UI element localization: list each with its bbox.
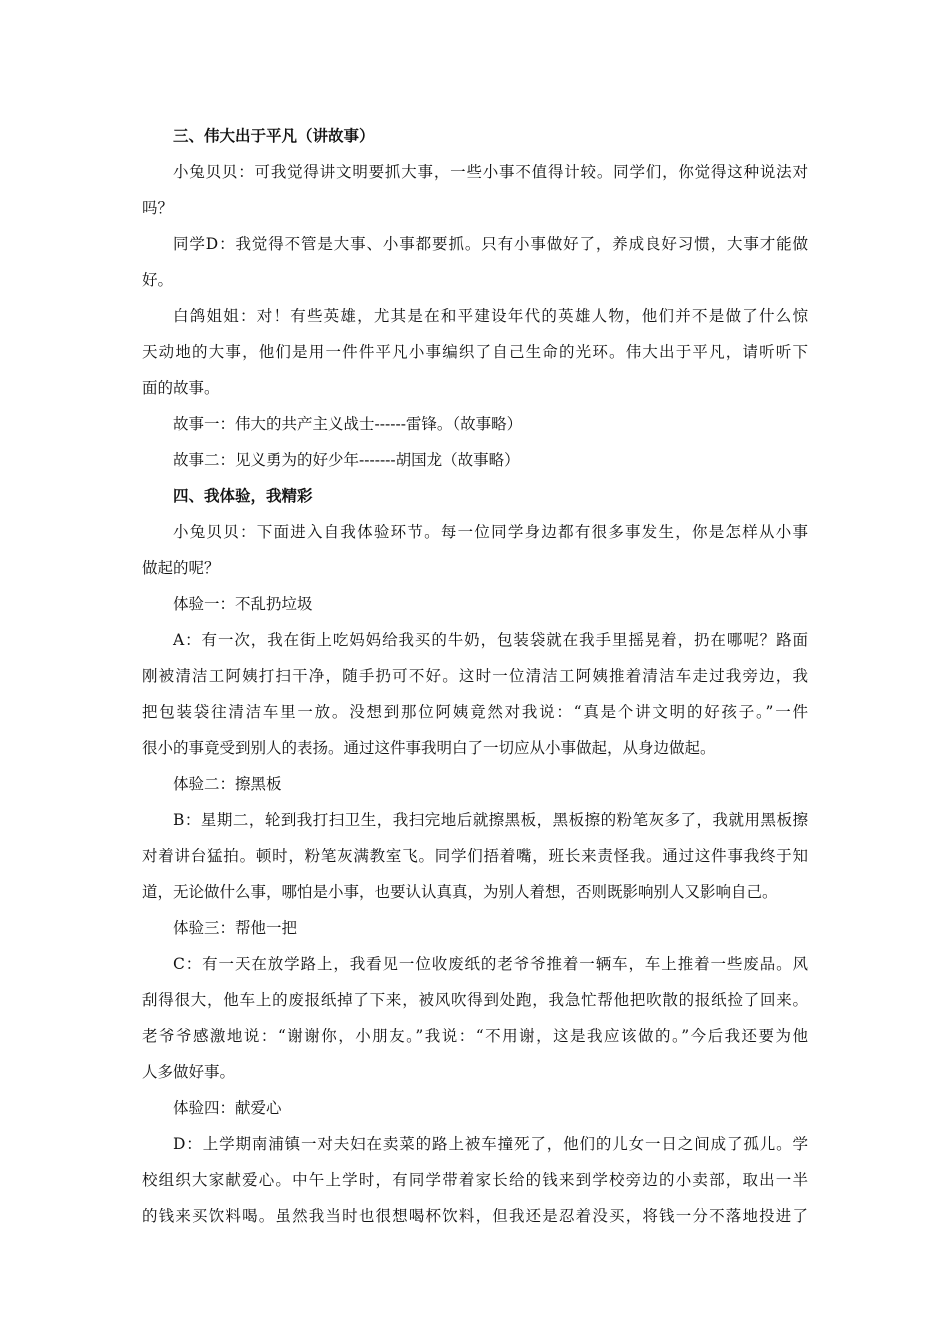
- section-heading: 四、我体验，我精彩: [173, 487, 313, 505]
- paragraph: [142, 298, 808, 406]
- text-line: 体验三：帮他一把: [173, 919, 298, 937]
- paragraph: [142, 406, 808, 442]
- text-line: 天动地的大事，他们是用一件件平凡小事编织了自己生命的光环。伟大出于平凡，请听听下: [142, 343, 808, 361]
- paragraph: [142, 1090, 808, 1126]
- text-line: 故事二：见义勇为的好少年-------胡国龙（故事略）: [173, 451, 520, 469]
- section-heading: 三、伟大出于平凡（讲故事）: [173, 127, 375, 145]
- text-line: 把包装袋往清洁车里一放。没想到那位阿姨竟然对我说：“真是个讲文明的好孩子。”一件: [142, 703, 808, 721]
- text-line: 小兔贝贝：可我觉得讲文明要抓大事，一些小事不值得计较。同学们，你觉得这种说法对: [173, 163, 808, 181]
- text-line: 小兔贝贝：下面进入自我体验环节。每一位同学身边都有很多事发生，你是怎样从小事: [173, 523, 808, 541]
- paragraph: [142, 586, 808, 622]
- text-line: 校组织大家献爱心。中午上学时，有同学带着家长给的钱来到学校旁边的小卖部，取出一半: [142, 1171, 808, 1189]
- text-line: 刮得很大，他车上的废报纸掉了下来，被风吹得到处跑，我急忙帮他把吹散的报纸捡了回来。: [142, 991, 808, 1009]
- text-line: 老爷爷感激地说：“谢谢你，小朋友。”我说：“不用谢，这是我应该做的。”今后我还要为他: [142, 1027, 808, 1045]
- text-line: 人多做好事。: [142, 1063, 236, 1081]
- text-line: 做起的呢？: [142, 559, 220, 577]
- paragraph: [142, 226, 808, 298]
- paragraph: [142, 1126, 808, 1234]
- paragraph: [142, 622, 808, 766]
- text-line: 对着讲台猛拍。顿时，粉笔灰满教室飞。同学们捂着嘴，班长来责怪我。通过这件事我终于知: [142, 847, 808, 865]
- text-line: 体验四：献爱心: [173, 1099, 282, 1117]
- text-line: 很小的事竟受到别人的表扬。通过这件事我明白了一切应从小事做起，从身边做起。: [142, 739, 716, 757]
- text-line: 体验一：不乱扔垃圾: [173, 595, 313, 613]
- paragraph: [142, 802, 808, 910]
- text-line: 同学D：我觉得不管是大事、小事都要抓。只有小事做好了，养成良好习惯，大事才能做: [173, 235, 808, 253]
- paragraph: [142, 910, 808, 946]
- text-line: 吗？: [142, 199, 174, 217]
- text-line: 体验二：擦黑板: [173, 775, 282, 793]
- text-line: 道，无论做什么事，哪怕是小事，也要认认真真，为别人着想，否则既影响别人又影响自己。: [142, 883, 778, 901]
- paragraph: [142, 766, 808, 802]
- paragraph: [142, 514, 808, 586]
- paragraph: [142, 442, 808, 478]
- text-line: D：上学期南浦镇一对夫妇在卖菜的路上被车撞死了，他们的儿女一日之间成了孤儿。学: [173, 1135, 808, 1153]
- text-line: A：有一次，我在街上吃妈妈给我买的牛奶，包装袋就在我手里摇晃着，扔在哪呢？路面: [173, 631, 808, 649]
- text-line: 白鸽姐姐：对！有些英雄，尤其是在和平建设年代的英雄人物，他们并不是做了什么惊: [173, 307, 808, 325]
- paragraph: [142, 154, 808, 226]
- text-line: C：有一天在放学路上，我看见一位收废纸的老爷爷推着一辆车，车上推着一些废品。风: [173, 955, 808, 973]
- document-page: [142, 118, 808, 1234]
- text-line: 的钱来买饮料喝。虽然我当时也很想喝杯饮料，但我还是忍着没买，将钱一分不落地投进了: [142, 1207, 808, 1225]
- text-line: 好。: [142, 271, 174, 289]
- text-line: B：星期二，轮到我打扫卫生，我扫完地后就擦黑板，黑板擦的粉笔灰多了，我就用黑板擦: [173, 811, 808, 829]
- text-line: 刚被清洁工阿姨打扫干净，随手扔可不好。这时一位清洁工阿姨推着清洁车走过我旁边，我: [142, 667, 808, 685]
- paragraph: [142, 946, 808, 1090]
- text-line: 面的故事。: [142, 379, 220, 397]
- text-line: 故事一：伟大的共产主义战士------雷锋。（故事略）: [173, 415, 523, 433]
